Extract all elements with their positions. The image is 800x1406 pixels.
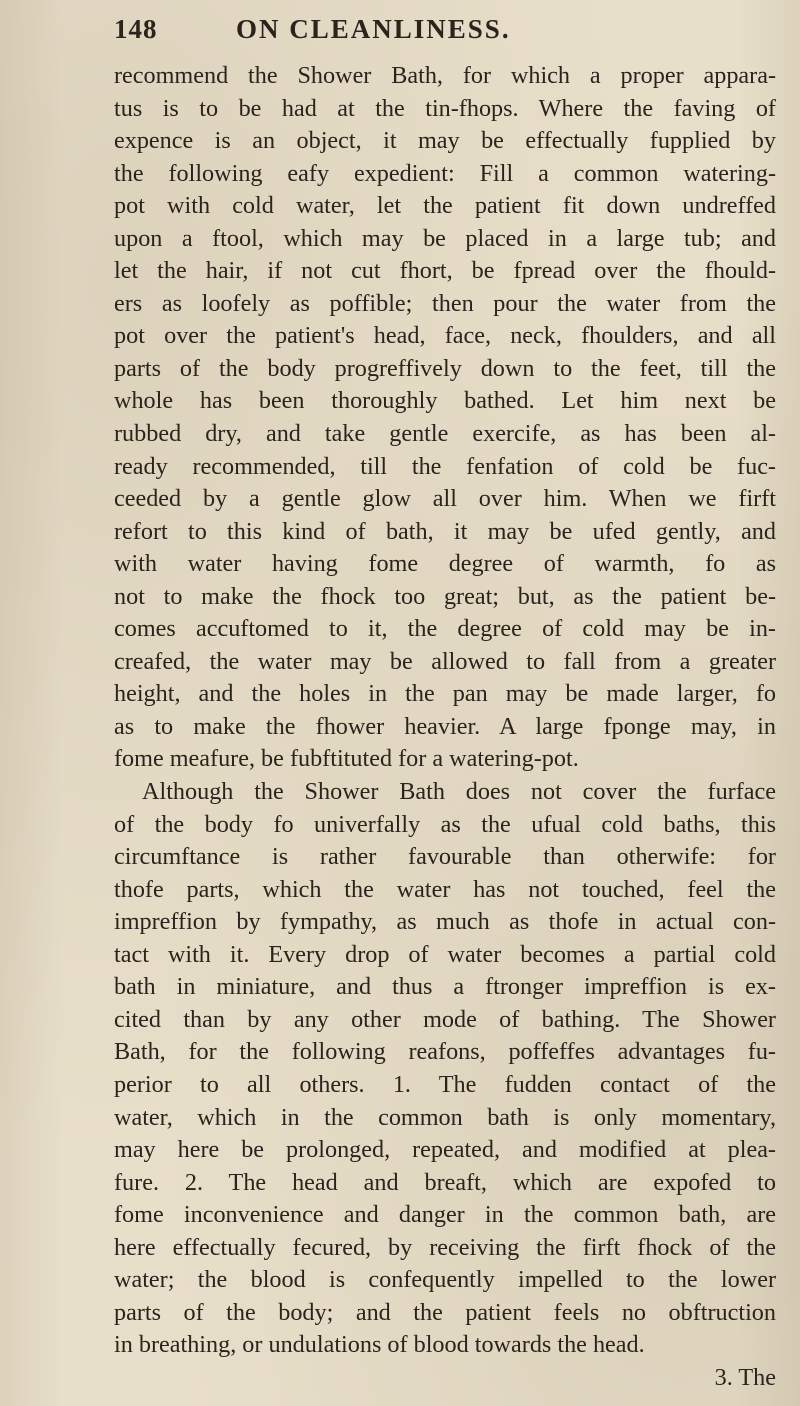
- header-title: ON CLEANLINESS.: [236, 14, 511, 44]
- text-line: refort to this kind of bath, it may be ufed gently, and: [114, 517, 776, 545]
- text-line: expence is an object, it may be effectually fupplied by: [114, 127, 776, 155]
- text-line: perior to all others. 1. The fudden contact of the: [114, 1070, 776, 1098]
- text-line: ceeded by a gentle glow all over him. When we firft: [114, 485, 776, 513]
- text-line: parts of the body progreffively down to the feet, till the: [114, 354, 776, 382]
- text-line: tact with it. Every drop of water becomes a partial cold: [114, 940, 776, 968]
- text-line: Although the Shower Bath does not cover the furface: [142, 778, 776, 806]
- text-line: recommend the Shower Bath, for which a proper appara-: [114, 62, 776, 89]
- text-line: tus is to be had at the tin-fhops. Where the faving of: [114, 94, 776, 122]
- text-line: Bath, for the following reafons, poffeffes advantages fu-: [114, 1038, 776, 1066]
- text-line: rubbed dry, and take gentle exercife, as has been al-: [114, 420, 776, 448]
- text-line: pot with cold water, let the patient fit down undreffed: [114, 192, 776, 220]
- text-line: may here be prolonged, repeated, and modified at plea-: [114, 1136, 776, 1164]
- text-line: the following eafy expedient: Fill a common watering-: [114, 159, 776, 187]
- text-line: parts of the body; and the patient feels no obftruction: [114, 1298, 776, 1326]
- text-line: fure. 2. The head and breaft, which are expofed to: [114, 1168, 776, 1196]
- text-line: not to make the fhock too great; but, as the patient be-: [114, 582, 776, 610]
- text-line: ers as loofely as poffible; then pour the water from the: [114, 289, 776, 317]
- text-line: in breathing, or undulations of blood towards the head.: [114, 1331, 645, 1359]
- text-line: impreffion by fympathy, as much as thofe in actual con-: [114, 908, 776, 936]
- text-line: height, and the holes in the pan may be made larger, fo: [114, 680, 776, 708]
- text-line: pot over the patient's head, face, neck, fhoulders, and all: [114, 322, 776, 350]
- text-line: whole has been thoroughly bathed. Let him next be: [114, 387, 776, 415]
- text-line: let the hair, if not cut fhort, be fpread over the fhould-: [114, 257, 776, 285]
- text-line: circumftance is rather favourable than otherwife: for: [114, 843, 776, 871]
- text-line: fome meafure, be fubftituted for a watering-pot.: [114, 745, 579, 773]
- running-head: [114, 14, 774, 54]
- text-line: water; the blood is confequently impelled to the lower: [114, 1266, 776, 1294]
- text-line: upon a ftool, which may be placed in a large tub; and: [114, 224, 776, 252]
- text-line: with water having fome degree of warmth, fo as: [114, 550, 776, 578]
- text-line: comes accuftomed to it, the degree of cold may be in-: [114, 615, 776, 643]
- text-line: as to make the fhower heavier. A large fponge may, in: [114, 712, 776, 740]
- text-line: water, which in the common bath is only momentary,: [114, 1103, 776, 1131]
- text-line: here effectually fecured, by receiving the firft fhock of the: [114, 1233, 776, 1261]
- text-line: fome inconvenience and danger in the common bath, are: [114, 1201, 776, 1229]
- text-line: creafed, the water may be allowed to fall from a greater: [114, 647, 776, 675]
- body-text: [114, 60, 776, 1394]
- text-line: ready recommended, till the fenfation of cold be fuc-: [114, 452, 776, 480]
- page-number: 148: [114, 14, 158, 44]
- text-line: cited than by any other mode of bathing. The Shower: [114, 1005, 776, 1033]
- catchword: 3. The: [714, 1363, 776, 1391]
- text-line: of the body fo univerfally as the ufual cold baths, this: [114, 810, 776, 838]
- text-line: thofe parts, which the water has not touched, feel the: [114, 875, 776, 903]
- text-line: bath in miniature, and thus a ftronger impreffion is ex-: [114, 973, 776, 1001]
